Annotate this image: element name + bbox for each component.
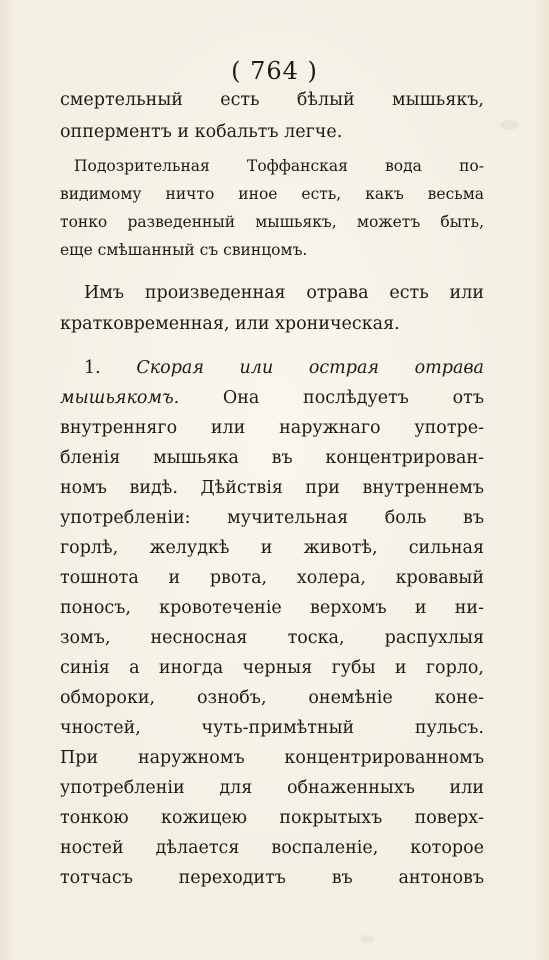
text-line: ностей дѣлается воспаленіе, которое (60, 838, 484, 858)
text-line: При наружномъ концентрированномъ (60, 748, 484, 768)
text-line: горлѣ, желудкѣ и животѣ, сильная (60, 538, 484, 558)
text-line (60, 388, 484, 408)
text-line: Подозрительная Тоффанская вода по- (74, 157, 484, 175)
text-line: синія а иногда черныя губы и горло, (60, 658, 484, 678)
paper-blemish (500, 120, 518, 130)
section-title: Скорая или острая отрава (136, 358, 484, 378)
text-line: тонко разведенный мышьякъ, можетъ быть, (60, 213, 484, 231)
section-number: 1. (84, 358, 101, 378)
text-line: чностей, чуть-примѣтный пульсъ. (60, 718, 484, 738)
page-number: ( 764 ) (231, 57, 318, 85)
text-line: тонкою кожицею покрытыхъ поверх- (60, 808, 484, 828)
text-fragment: Она послѣдуетъ отъ (222, 388, 484, 408)
text-line: кратковременная, или хроническая. (60, 314, 400, 334)
text-line: еще смѣшанный съ свинцомъ. (60, 241, 308, 259)
text-line: внутренняго или наружнаго употре- (60, 418, 484, 438)
text-line: бленія мышьяка въ концентрирован- (60, 448, 484, 468)
text-line: тошнота и рвота, холера, кровавый (60, 568, 484, 588)
section-title-cont: мышьякомъ. (60, 388, 180, 408)
text-line: обмороки, ознобъ, онемѣніе коне- (60, 688, 484, 708)
text-line: тотчасъ переходитъ въ антоновъ (60, 868, 484, 888)
paper-blemish (360, 935, 374, 943)
text-line: видимому ничто иное есть, какъ весьма (60, 185, 484, 203)
text-line: номъ видѣ. Дѣйствія при внутреннемъ (60, 478, 484, 498)
text-line: употребленіи: мучительная боль въ (60, 508, 484, 528)
text-line: опперментъ и кобальтъ легче. (60, 122, 343, 142)
text-line: Имъ произведенная отрава есть или (84, 283, 484, 303)
section-heading-line (84, 358, 484, 378)
text-line: зомъ, несносная тоска, распухлыя (60, 628, 484, 648)
text-line: употребленіи для обнаженныхъ или (60, 778, 484, 798)
text-line: поносъ, кровотеченіе верхомъ и ни- (60, 598, 484, 618)
text-line: смертельный есть бѣлый мышьякъ, (60, 90, 484, 110)
